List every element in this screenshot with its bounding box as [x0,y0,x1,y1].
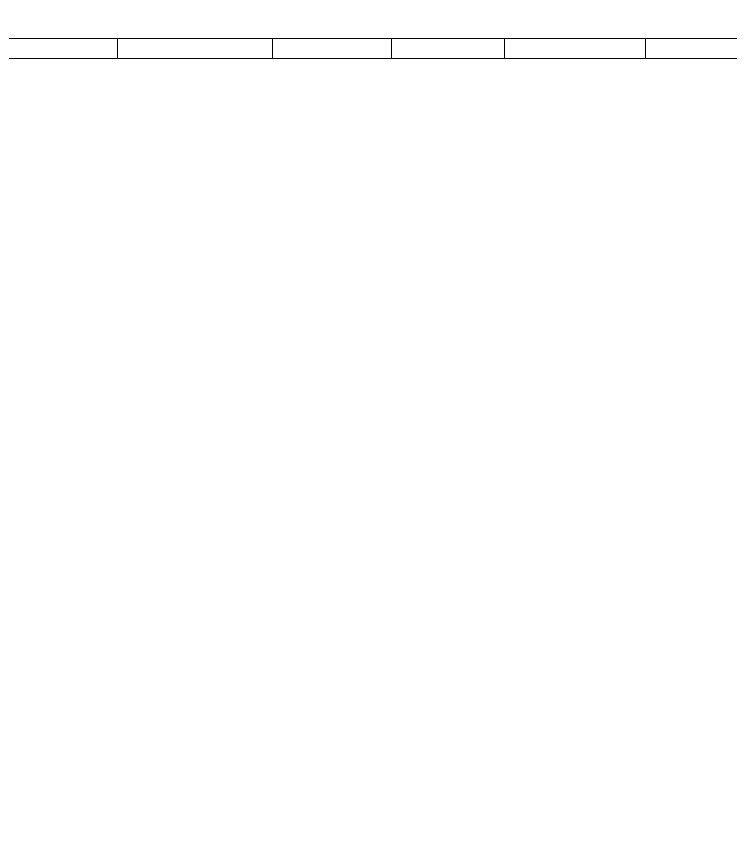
zoomed-reward-curves-chart [0,652,746,856]
header-benchmark [9,39,118,59]
table-header-row [9,39,737,59]
header-vqascore [646,39,738,59]
header-hps [392,39,505,59]
header-model [118,39,273,59]
header-clipscore [273,39,392,59]
janus-reward-curves-chart [0,462,746,652]
header-imagereward [505,39,646,59]
results-table [9,38,737,59]
